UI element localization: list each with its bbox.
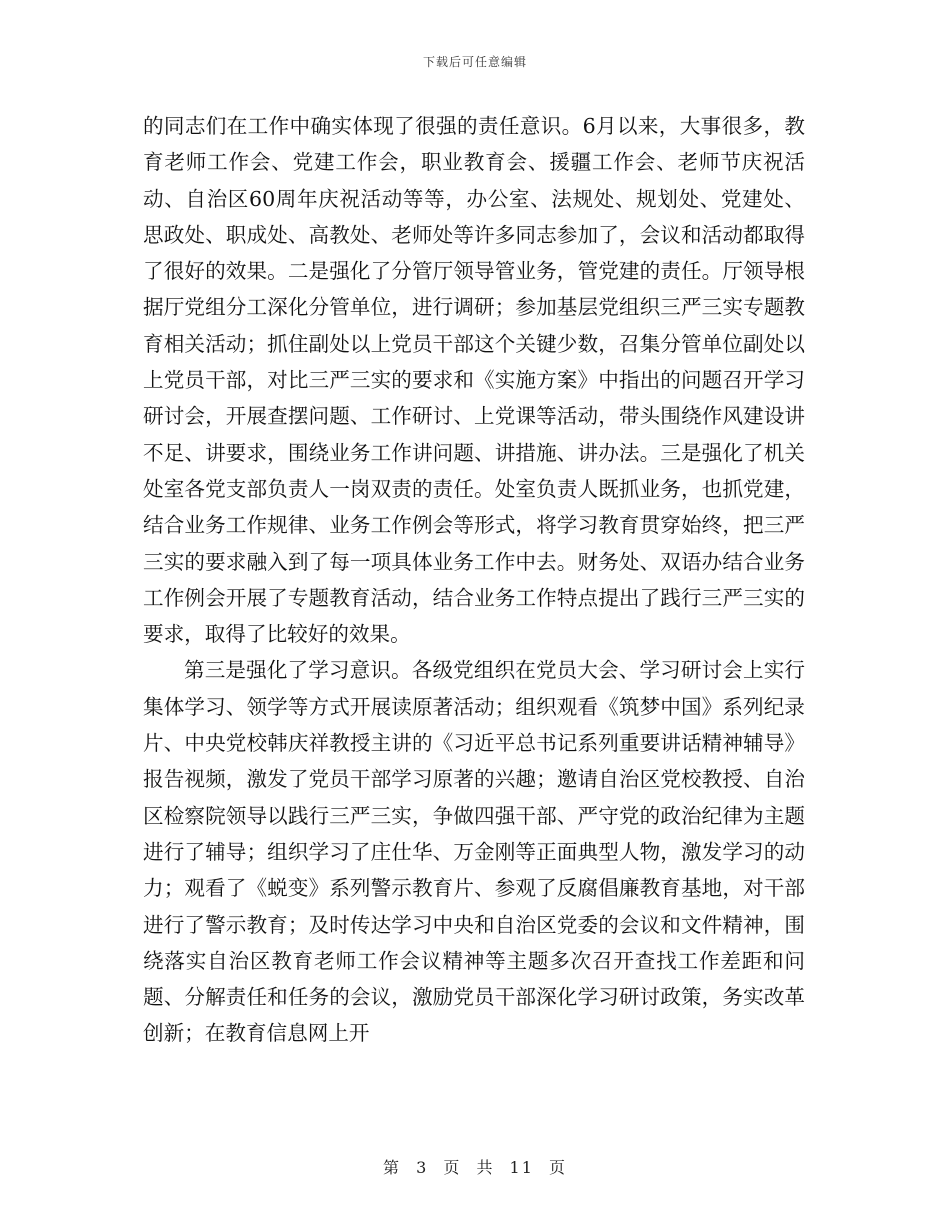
paragraph-learning-awareness: 第三是强化了学习意识。各级党组织在党员大会、学习研讨会上实行集体学习、领学等方式开展读原著活动；组织观看《筑梦中国》系列纪录片、中央党校韩庆祥教授主讲的《习近平总书记系列重要讲话精神辅导》报告视频，激发了党员干部学习原著的兴趣；邀请自治区党校教授、自治区检察院领导以践行三严三实，争做四强干部、严守党的政治纪律为主题进行了辅导；组织学习了庄仕华、万金刚等正面典型人物，激发学习的动力；观看了《蜕变》系列警示教育片、参观了反腐倡廉教育基地，对干部进行了警示教育；及时传达学习中央和自治区党委的会议和文件精神，围绕落实自治区教育老师工作会议精神等主题多次召开查找工作差距和问题、分解责任和任务的会议，激励党员干部深化学习研讨政策，务实改革创新；在教育信息网上开 <box>143 658 805 1046</box>
paragraph-continued: 的同志们在工作中确实体现了很强的责任意识。6月以来，大事很多，教育老师工作会、党建工作会，职业教育会、援疆工作会、老师节庆祝活动、自治区60周年庆祝活动等等，办公室、法规处、规划处、党建处、思政处、职成处、高教处、老师处等许多同志参加了，会议和活动都取得了很好的效果。二是强化了分管厅领导管业务，管党建的责任。厅领导根据厅党组分工深化分管单位，进行调研；参加基层党组织三严三实专题教育相关活动；抓住副处以上党员干部这个关键少数，召集分管单位副处以上党员干部，对比三严三实的要求和《实施方案》中指出的问题召开学习研讨会，开展查摆问题、工作研讨、上党课等活动，带头围绕作风建设讲不足、讲要求，围绕业务工作讲问题、讲措施、讲办法。三是强化了机关处室各党支部负责人一岗双责的责任。处室负责人既抓业务，也抓党建，结合业务工作规律、业务工作例会等形式，将学习教育贯穿始终，把三严三实的要求融入到了每一项具体业务工作中去。财务处、双语办结合业务工作例会开展了专题教育活动，结合业务工作特点提出了践行三严三实的要求，取得了比较好的效果。 <box>143 114 805 647</box>
page-number-footer: 第 3 页 共 11 页 <box>383 1158 567 1177</box>
page-header: 下载后可任意编辑 <box>422 55 527 69</box>
body-text <box>143 108 805 1052</box>
